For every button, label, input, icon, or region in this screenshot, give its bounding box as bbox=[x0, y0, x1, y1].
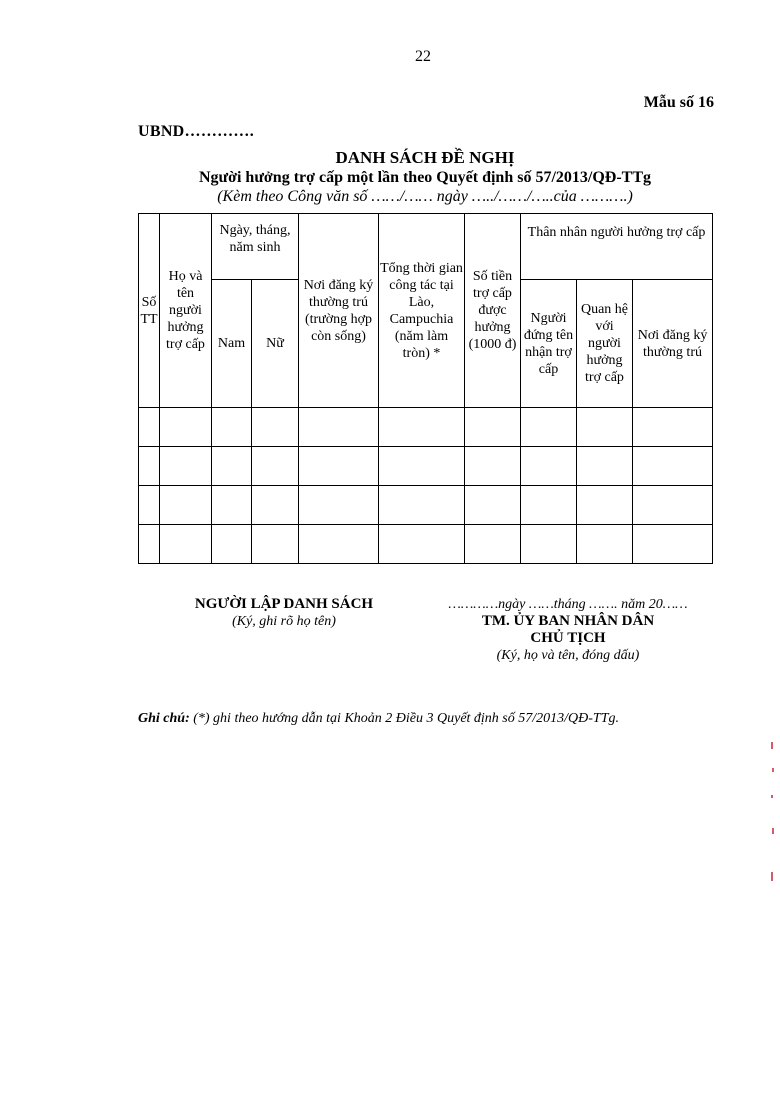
org-line: UBND…………. bbox=[138, 123, 255, 140]
approver-title: TM. ỦY BAN NHÂN DÂN bbox=[481, 613, 655, 629]
header-relatives-group: Thân nhân người hưởng trợ cấp bbox=[521, 214, 713, 280]
form-code: Mẫu số 16 bbox=[643, 94, 714, 111]
header-rel-relation: Quan hệ với người hưởng trợ cấp bbox=[577, 280, 633, 408]
header-dob-female: Nữ bbox=[252, 280, 299, 408]
header-rel-receiver: Người đứng tên nhận trợ cấp bbox=[521, 280, 577, 408]
table-row bbox=[139, 525, 713, 564]
title-block bbox=[138, 148, 712, 206]
header-amount: Số tiền trợ cấp được hưởng (1000 đ) bbox=[465, 214, 521, 408]
header-dob-male: Nam bbox=[212, 280, 252, 408]
preparer-title: NGƯỜI LẬP DANH SÁCH bbox=[194, 596, 374, 612]
preparer-signature-block bbox=[170, 596, 398, 630]
header-name: Họ và tên người hưởng trợ cấp bbox=[160, 214, 212, 408]
document-reference: (Kèm theo Công văn số ……/…… ngày …../……/…..của ……….) bbox=[217, 188, 633, 205]
header-row-top bbox=[139, 214, 713, 280]
footnote bbox=[138, 711, 619, 727]
page-number: 22 bbox=[415, 48, 431, 65]
approver-signature-block bbox=[418, 596, 718, 664]
table-row bbox=[139, 447, 713, 486]
document-title: DANH SÁCH ĐỀ NGHỊ bbox=[335, 148, 515, 167]
table-row bbox=[139, 486, 713, 525]
header-dob-group: Ngày, tháng, năm sinh bbox=[212, 214, 299, 280]
document-subtitle: Người hưởng trợ cấp một lần theo Quyết định số 57/2013/QĐ-TTg bbox=[198, 169, 652, 186]
preparer-hint: (Ký, ghi rõ họ tên) bbox=[232, 614, 336, 629]
table-row bbox=[139, 408, 713, 447]
header-stt: Số TT bbox=[139, 214, 160, 408]
header-rel-residence: Nơi đăng ký thường trú bbox=[633, 280, 713, 408]
beneficiary-table bbox=[138, 213, 713, 564]
approver-role: CHỦ TỊCH bbox=[530, 630, 606, 646]
header-service-time: Tổng thời gian công tác tại Lào, Campuchia (năm làm tròn) * bbox=[379, 214, 465, 408]
footnote-text: (*) ghi theo hướng dẫn tại Khoản 2 Điều 3 Quyết định số 57/2013/QĐ-TTg. bbox=[189, 711, 619, 726]
approver-hint: (Ký, họ và tên, đóng dấu) bbox=[496, 648, 640, 663]
footnote-label: Ghi chú: bbox=[138, 711, 190, 726]
header-residence: Nơi đăng ký thường trú (trường hợp còn sống) bbox=[299, 214, 379, 408]
date-line: …………ngày ……tháng ……. năm 20…… bbox=[448, 597, 688, 612]
